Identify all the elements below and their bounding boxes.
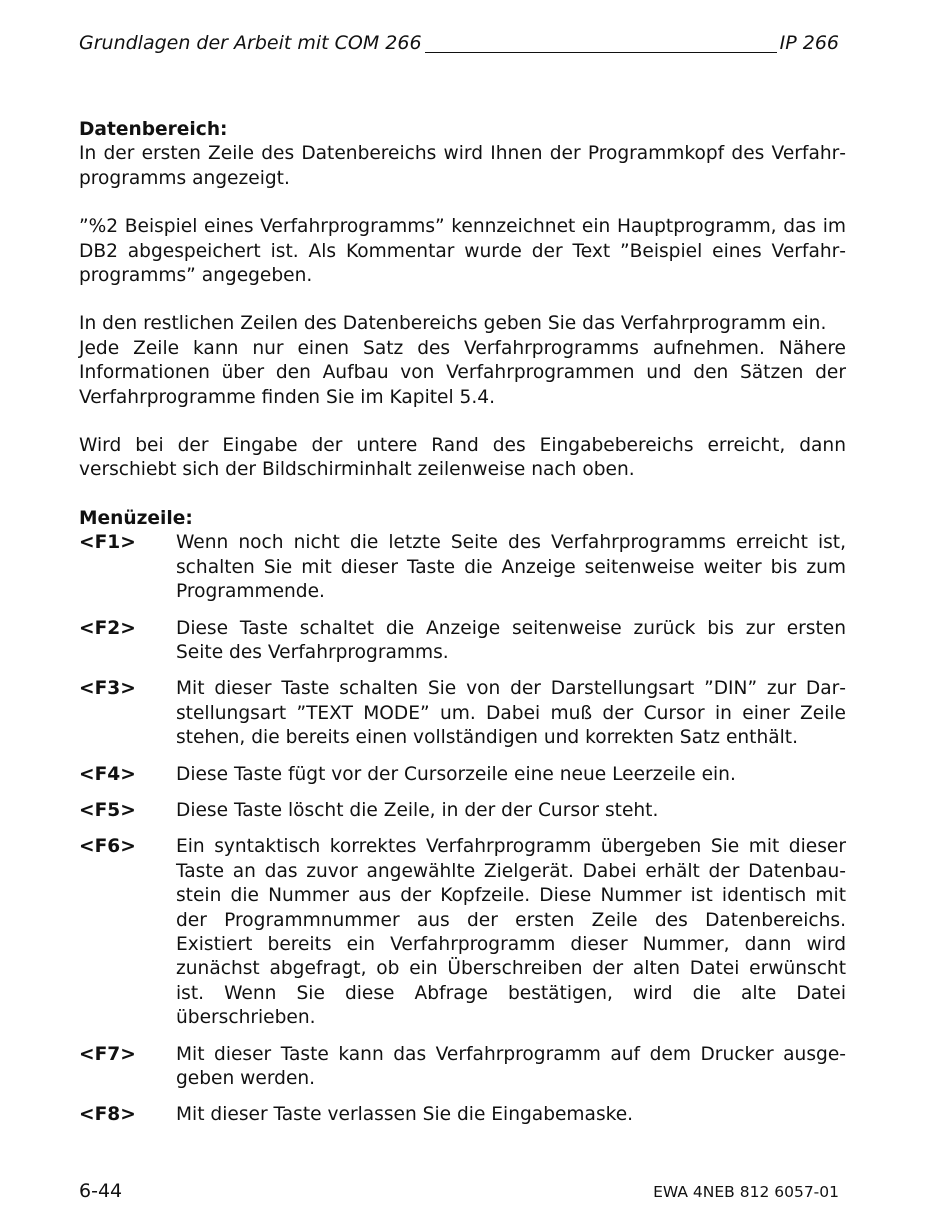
- key-description: Diese Taste fügt vor der Cursorzeile eine neue Leerzeile ein.: [176, 763, 736, 785]
- key-description: Mit dieser Taste schalten Sie von der Darstellungsart ”DIN” zur Darstellungsart ”TEXT MODE” um. Dabei muß der Cursor in einer Zeile stehen, die bereits einen vollständigen und korrekten Satz enthält.: [176, 678, 846, 749]
- page-content: [79, 118, 846, 1140]
- function-key-item: [79, 1043, 846, 1092]
- page-number: 6-44: [79, 1180, 123, 1202]
- key-description: Diese Taste schaltet die Anzeige seitenweise zurück bis zur ersten Seite des Verfahrprogramms.: [176, 617, 846, 663]
- function-key-item: [79, 531, 846, 604]
- key-description: Wenn noch nicht die letzte Seite des Verfahrprogramms erreicht ist, schalten Sie mit dieser Taste die Anzeige seitenweise weiter bis zum Programmende.: [176, 532, 846, 603]
- key-description: Mit dieser Taste kann das Verfahrprogramm auf dem Drucker ausgegeben werden.: [176, 1043, 846, 1089]
- section-heading-datenbereich: Datenbereich:: [79, 119, 228, 140]
- function-key-item: [79, 1103, 846, 1127]
- key-description: Mit dieser Taste verlassen Sie die Eingabemaske.: [176, 1104, 634, 1126]
- key-label-f7: <F7>: [79, 1043, 136, 1065]
- header-device: IP 266: [779, 32, 839, 54]
- page-footer: [79, 1178, 839, 1204]
- key-description: Ein syntaktisch korrektes Verfahrprogramm übergeben Sie mit dieser Taste an das zuvor angewählte Zielgerät. Dabei erhält der Datenbaustein die Nummer aus der Kopfzeile. Diese Nummer ist identisch mit der Programmnummer aus der ersten Zeile des Datenbereichs. Existiert bereits ein Verfahrprogramm dieser Nummer, dann wird zunächst abgefragt, ob ein Überschreiben der alten Datei erwünscht ist. Wenn Sie diese Abfrage bestätigen, wird die alte Datei überschrieben.: [176, 836, 846, 1029]
- section-menuezeile: [79, 507, 846, 1128]
- function-key-item: [79, 677, 846, 750]
- document-id: EWA 4NEB 812 6057-01: [653, 1183, 839, 1201]
- key-label-f3: <F3>: [79, 678, 136, 700]
- paragraph: ”%2 Beispiel eines Verfahrprogramms” kennzeichnet ein Hauptprogramm, das im DB2 abgespeichert ist. Als Kommentar wurde der Text ”Beispiel eines Verfahrprogramms” angegeben.: [79, 216, 846, 287]
- section-heading-menuezeile: Menüzeile:: [79, 507, 193, 529]
- page-header: [79, 30, 839, 58]
- key-label-f5: <F5>: [79, 799, 136, 821]
- key-label-f4: <F4>: [79, 763, 136, 785]
- key-label-f8: <F8>: [79, 1104, 136, 1126]
- key-label-f2: <F2>: [79, 617, 136, 639]
- key-description: Diese Taste löscht die Zeile, in der der Cursor steht.: [176, 799, 659, 821]
- paragraph: Wird bei der Eingabe der untere Rand des Eingabebereichs erreicht, dann verschiebt sich der Bildschirminhalt zeilenweise nach oben.: [79, 435, 846, 481]
- paragraph: In der ersten Zeile des Datenbereichs wird Ihnen der Programmkopf des Verfahrprogramms angezeigt.: [79, 143, 846, 189]
- function-key-item: [79, 617, 846, 666]
- function-key-item: [79, 763, 846, 787]
- key-label-f6: <F6>: [79, 836, 136, 858]
- header-rule: [425, 52, 777, 53]
- function-key-list: [79, 531, 846, 1128]
- function-key-item: [79, 835, 846, 1030]
- header-title: Grundlagen der Arbeit mit COM 266: [79, 32, 422, 54]
- key-label-f1: <F1>: [79, 532, 136, 554]
- paragraph: In den restlichen Zeilen des Datenbereichs geben Sie das Verfahrprogramm ein.: [79, 313, 827, 335]
- section-datenbereich: [79, 118, 846, 483]
- paragraph: Jede Zeile kann nur einen Satz des Verfahrprogramms aufnehmen. Nähere Informationen über den Aufbau von Verfahrprogrammen und den Sätzen der Verfahrprogramme finden Sie im Kapitel 5.4.: [79, 337, 846, 408]
- function-key-item: [79, 799, 846, 823]
